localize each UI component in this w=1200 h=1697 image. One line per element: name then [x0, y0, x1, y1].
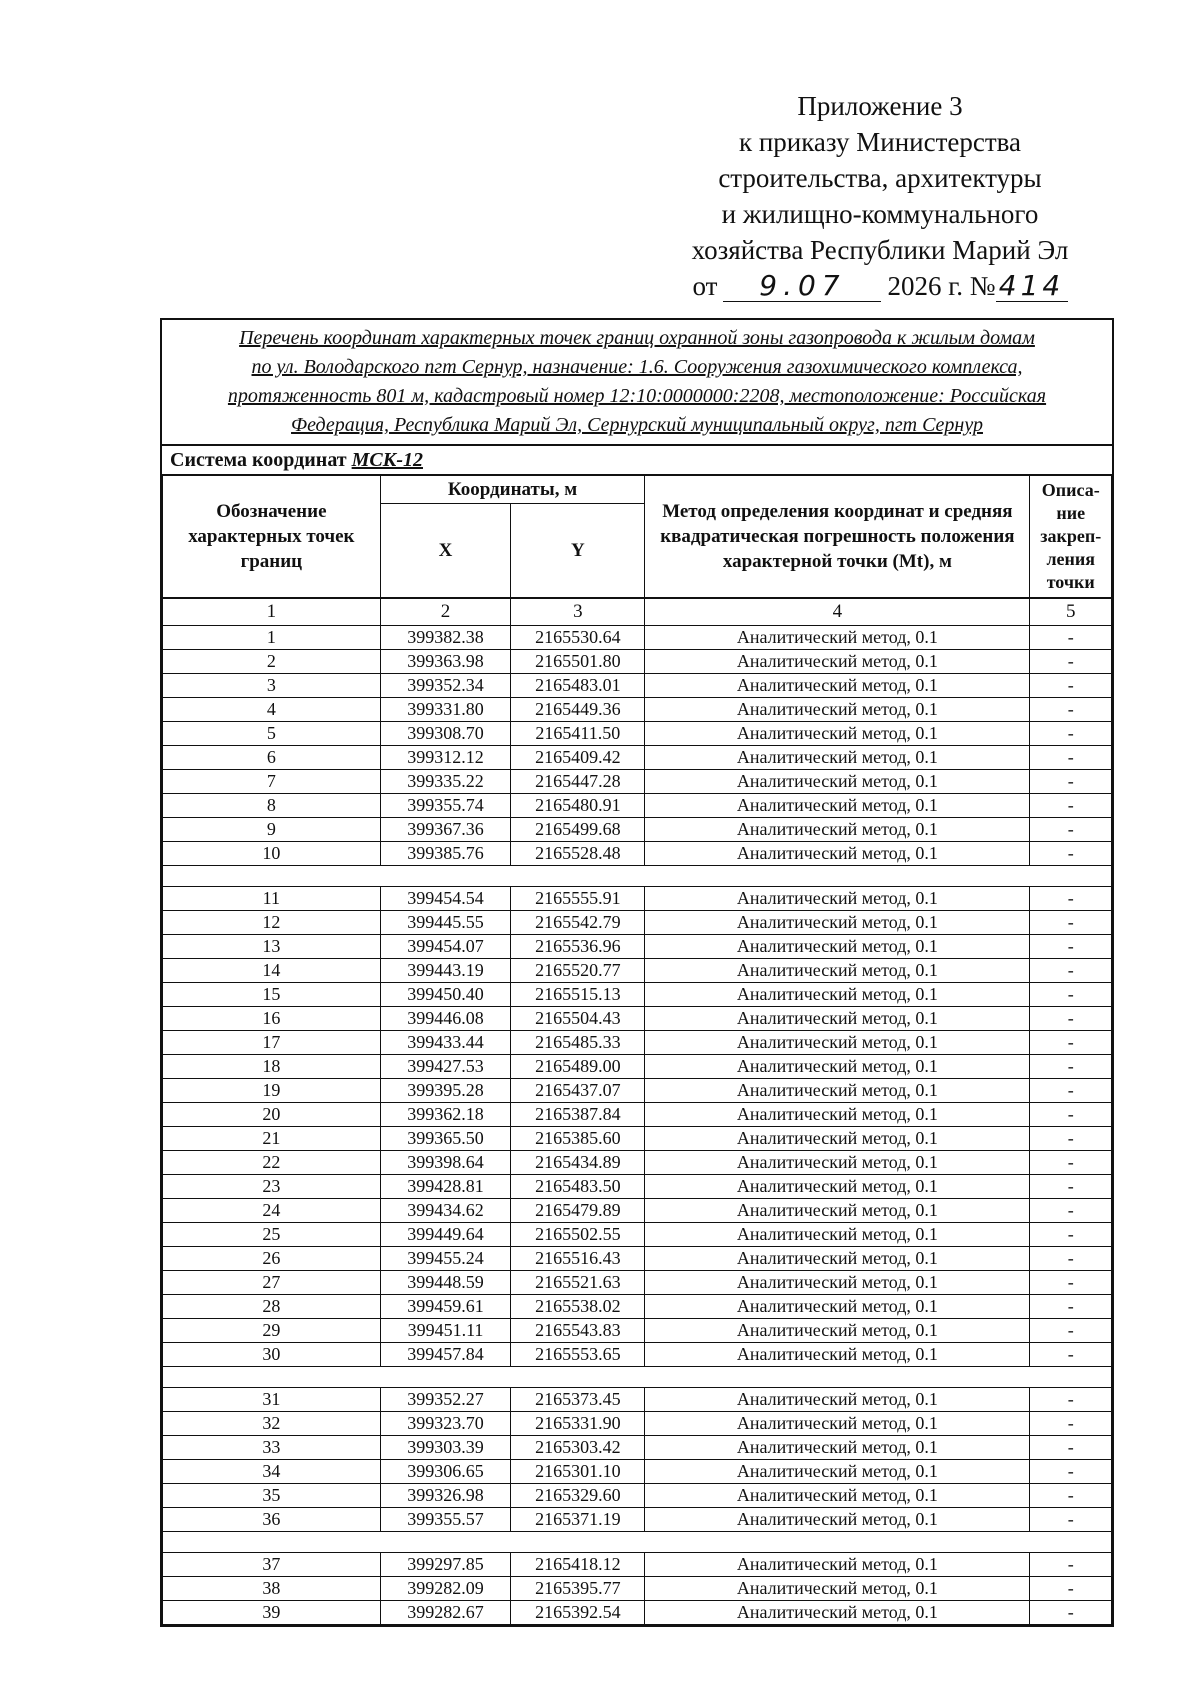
- table-row: [163, 983, 1112, 1007]
- x-coordinate: 399355.57: [380, 1508, 511, 1532]
- y-coordinate: 2165392.54: [511, 1601, 645, 1625]
- method: Аналитический метод, 0.1: [645, 1175, 1030, 1199]
- point-description: -: [1030, 650, 1112, 674]
- method: Аналитический метод, 0.1: [645, 1460, 1030, 1484]
- point-description: -: [1030, 770, 1112, 794]
- point-description: -: [1030, 983, 1112, 1007]
- coordinates-table-body: [163, 599, 1112, 1625]
- desc-line: ние: [1056, 503, 1086, 523]
- method: Аналитический метод, 0.1: [645, 1199, 1030, 1223]
- order-date-line: [660, 268, 1100, 304]
- point-number: 20: [163, 1103, 381, 1127]
- x-coordinate: 399450.40: [380, 983, 511, 1007]
- x-coordinate: 399451.11: [380, 1319, 511, 1343]
- point-number: 17: [163, 1031, 381, 1055]
- y-coordinate: 2165543.83: [511, 1319, 645, 1343]
- table-row: [163, 1271, 1112, 1295]
- table-row: [163, 1199, 1112, 1223]
- point-number: 39: [163, 1601, 381, 1625]
- point-number: 11: [163, 887, 381, 911]
- method: Аналитический метод, 0.1: [645, 1127, 1030, 1151]
- point-description: -: [1030, 959, 1112, 983]
- table-row: [163, 698, 1112, 722]
- x-coordinate: 399457.84: [380, 1343, 511, 1367]
- appendix-header: [660, 88, 1100, 304]
- desc-line: закреп-: [1040, 526, 1102, 546]
- table-row: [163, 1031, 1112, 1055]
- header-line: и жилищно-коммунального: [721, 199, 1039, 229]
- x-coordinate: 399362.18: [380, 1103, 511, 1127]
- table-row: [163, 626, 1112, 650]
- column-number: 2: [380, 599, 511, 626]
- x-coordinate: 399454.54: [380, 887, 511, 911]
- point-description: -: [1030, 1007, 1112, 1031]
- point-number: 23: [163, 1175, 381, 1199]
- y-coordinate: 2165483.50: [511, 1175, 645, 1199]
- point-number: 27: [163, 1271, 381, 1295]
- method: Аналитический метод, 0.1: [645, 746, 1030, 770]
- table-row: [163, 959, 1112, 983]
- point-number: 9: [163, 818, 381, 842]
- x-coordinate: 399306.65: [380, 1460, 511, 1484]
- method: Аналитический метод, 0.1: [645, 1553, 1030, 1577]
- y-coordinate: 2165447.28: [511, 770, 645, 794]
- point-description: -: [1030, 1103, 1112, 1127]
- point-description: -: [1030, 1388, 1112, 1412]
- y-coordinate: 2165303.42: [511, 1436, 645, 1460]
- y-coordinate: 2165331.90: [511, 1412, 645, 1436]
- table-row: [163, 650, 1112, 674]
- method: Аналитический метод, 0.1: [645, 626, 1030, 650]
- x-coordinate: 399312.12: [380, 746, 511, 770]
- y-coordinate: 2165483.01: [511, 674, 645, 698]
- document-title: [162, 320, 1112, 446]
- point-description: -: [1030, 1343, 1112, 1367]
- table-row: [163, 1223, 1112, 1247]
- point-description: -: [1030, 1295, 1112, 1319]
- point-description: -: [1030, 842, 1112, 866]
- point-number: 3: [163, 674, 381, 698]
- table-header: [162, 475, 1112, 598]
- y-coordinate: 2165480.91: [511, 794, 645, 818]
- point-number: 10: [163, 842, 381, 866]
- y-coordinate: 2165499.68: [511, 818, 645, 842]
- point-description: -: [1030, 794, 1112, 818]
- method: Аналитический метод, 0.1: [645, 674, 1030, 698]
- y-coordinate: 2165528.48: [511, 842, 645, 866]
- method: Аналитический метод, 0.1: [645, 1079, 1030, 1103]
- point-description: -: [1030, 1484, 1112, 1508]
- point-description: -: [1030, 818, 1112, 842]
- method: Аналитический метод, 0.1: [645, 1271, 1030, 1295]
- y-coordinate: 2165489.00: [511, 1055, 645, 1079]
- x-coordinate: 399434.62: [380, 1199, 511, 1223]
- method: Аналитический метод, 0.1: [645, 887, 1030, 911]
- point-number: 36: [163, 1508, 381, 1532]
- point-description: -: [1030, 1079, 1112, 1103]
- x-coordinate: 399331.80: [380, 698, 511, 722]
- table-row: [163, 1295, 1112, 1319]
- point-number: 4: [163, 698, 381, 722]
- point-description: -: [1030, 626, 1112, 650]
- column-number: 5: [1030, 599, 1112, 626]
- table-row: [163, 818, 1112, 842]
- column-number: 1: [163, 599, 381, 626]
- coordinate-system-value: МСК-12: [351, 449, 423, 471]
- point-number: 33: [163, 1436, 381, 1460]
- x-coordinate: 399282.09: [380, 1577, 511, 1601]
- x-coordinate: 399454.07: [380, 935, 511, 959]
- point-description: -: [1030, 1199, 1112, 1223]
- point-description: -: [1030, 746, 1112, 770]
- point-number: 25: [163, 1223, 381, 1247]
- point-number: 29: [163, 1319, 381, 1343]
- x-coordinate: 399427.53: [380, 1055, 511, 1079]
- y-coordinate: 2165301.10: [511, 1460, 645, 1484]
- x-coordinate: 399395.28: [380, 1079, 511, 1103]
- y-coordinate: 2165385.60: [511, 1127, 645, 1151]
- y-coordinate: 2165373.45: [511, 1388, 645, 1412]
- table-row: [163, 842, 1112, 866]
- y-coordinate: 2165521.63: [511, 1271, 645, 1295]
- method: Аналитический метод, 0.1: [645, 1343, 1030, 1367]
- point-description: -: [1030, 1055, 1112, 1079]
- y-coordinate: 2165395.77: [511, 1577, 645, 1601]
- y-coordinate: 2165329.60: [511, 1484, 645, 1508]
- x-coordinate: 399297.85: [380, 1553, 511, 1577]
- y-coordinate: 2165371.19: [511, 1508, 645, 1532]
- method: Аналитический метод, 0.1: [645, 1247, 1030, 1271]
- y-coordinate: 2165418.12: [511, 1553, 645, 1577]
- table-row: [163, 1127, 1112, 1151]
- x-coordinate: 399367.36: [380, 818, 511, 842]
- y-coordinate: 2165555.91: [511, 887, 645, 911]
- point-description: -: [1030, 1271, 1112, 1295]
- point-number: 7: [163, 770, 381, 794]
- y-coordinate: 2165501.80: [511, 650, 645, 674]
- table-row: [163, 770, 1112, 794]
- point-number: 24: [163, 1199, 381, 1223]
- table-row: [163, 1343, 1112, 1367]
- point-description: -: [1030, 1508, 1112, 1532]
- group-separator-cell: [163, 866, 1112, 887]
- table-row: [163, 746, 1112, 770]
- table-row: [163, 1007, 1112, 1031]
- method: Аналитический метод, 0.1: [645, 911, 1030, 935]
- point-number: 12: [163, 911, 381, 935]
- point-description: -: [1030, 1460, 1112, 1484]
- y-coordinate: 2165387.84: [511, 1103, 645, 1127]
- handwritten-date: 9.07: [723, 271, 881, 302]
- title-line: Федерация, Республика Марий Эл, Сернурский муниципальный округ, пгт Сернур: [291, 414, 983, 436]
- coordinate-system-label: Система координат: [170, 449, 347, 471]
- x-coordinate: 399433.44: [380, 1031, 511, 1055]
- title-line: по ул. Володарского пгт Сернур, назначение: 1.6. Сооружения газохимического комплекса,: [251, 356, 1023, 378]
- table-row: [163, 1151, 1112, 1175]
- point-description: -: [1030, 911, 1112, 935]
- point-description: -: [1030, 1247, 1112, 1271]
- point-number: 14: [163, 959, 381, 983]
- group-separator-row: [163, 1532, 1112, 1553]
- point-number: 15: [163, 983, 381, 1007]
- desc-line: Описа-: [1041, 480, 1100, 500]
- x-coordinate: 399363.98: [380, 650, 511, 674]
- column-number: 3: [511, 599, 645, 626]
- method: Аналитический метод, 0.1: [645, 1412, 1030, 1436]
- group-separator-cell: [163, 1532, 1112, 1553]
- method: Аналитический метод, 0.1: [645, 1577, 1030, 1601]
- method: Аналитический метод, 0.1: [645, 794, 1030, 818]
- point-number: 37: [163, 1553, 381, 1577]
- point-number: 6: [163, 746, 381, 770]
- y-coordinate: 2165485.33: [511, 1031, 645, 1055]
- group-separator-row: [163, 866, 1112, 887]
- point-description: -: [1030, 1151, 1112, 1175]
- method: Аналитический метод, 0.1: [645, 1151, 1030, 1175]
- point-description: -: [1030, 698, 1112, 722]
- x-coordinate: 399443.19: [380, 959, 511, 983]
- method: Аналитический метод, 0.1: [645, 1319, 1030, 1343]
- point-number: 34: [163, 1460, 381, 1484]
- table-row: [163, 1247, 1112, 1271]
- y-coordinate: 2165479.89: [511, 1199, 645, 1223]
- x-coordinate: 399445.55: [380, 911, 511, 935]
- method: Аналитический метод, 0.1: [645, 1055, 1030, 1079]
- y-coordinate: 2165449.36: [511, 698, 645, 722]
- table-row: [163, 1553, 1112, 1577]
- point-number: 28: [163, 1295, 381, 1319]
- table-row: [163, 1577, 1112, 1601]
- method: Аналитический метод, 0.1: [645, 842, 1030, 866]
- column-number-row: [163, 599, 1112, 626]
- method: Аналитический метод, 0.1: [645, 770, 1030, 794]
- y-coordinate: 2165538.02: [511, 1295, 645, 1319]
- y-coordinate: 2165530.64: [511, 626, 645, 650]
- x-coordinate: 399385.76: [380, 842, 511, 866]
- column-number: 4: [645, 599, 1030, 626]
- method: Аналитический метод, 0.1: [645, 1508, 1030, 1532]
- y-coordinate: 2165504.43: [511, 1007, 645, 1031]
- x-coordinate: 399352.34: [380, 674, 511, 698]
- point-number: 38: [163, 1577, 381, 1601]
- method: Аналитический метод, 0.1: [645, 1223, 1030, 1247]
- x-coordinate: 399446.08: [380, 1007, 511, 1031]
- point-description: -: [1030, 1412, 1112, 1436]
- x-coordinate: 399382.38: [380, 626, 511, 650]
- table-row: [163, 1412, 1112, 1436]
- y-coordinate: 2165542.79: [511, 911, 645, 935]
- x-coordinate: 399282.67: [380, 1601, 511, 1625]
- point-number: 1: [163, 626, 381, 650]
- point-description: -: [1030, 1127, 1112, 1151]
- table-row: [163, 1175, 1112, 1199]
- header-line: к приказу Министерства: [738, 127, 1022, 157]
- x-coordinate: 399303.39: [380, 1436, 511, 1460]
- method: Аналитический метод, 0.1: [645, 959, 1030, 983]
- column-designation-header: Обозначение характерных точек границ: [163, 476, 381, 598]
- method: Аналитический метод, 0.1: [645, 722, 1030, 746]
- point-number: 13: [163, 935, 381, 959]
- method: Аналитический метод, 0.1: [645, 1388, 1030, 1412]
- point-description: -: [1030, 1601, 1112, 1625]
- date-prefix: от: [692, 271, 718, 301]
- method: Аналитический метод, 0.1: [645, 1007, 1030, 1031]
- point-number: 30: [163, 1343, 381, 1367]
- table-row: [163, 1388, 1112, 1412]
- table-row: [163, 794, 1112, 818]
- title-line: протяженность 801 м, кадастровый номер 12:10:0000000:2208, местоположение: Российская: [227, 385, 1047, 407]
- y-coordinate: 2165536.96: [511, 935, 645, 959]
- column-coords-header: Координаты, м: [380, 476, 645, 504]
- x-coordinate: 399326.98: [380, 1484, 511, 1508]
- point-number: 31: [163, 1388, 381, 1412]
- point-number: 2: [163, 650, 381, 674]
- y-coordinate: 2165516.43: [511, 1247, 645, 1271]
- table-row: [163, 1103, 1112, 1127]
- handwritten-order-number: 414: [996, 271, 1068, 302]
- x-coordinate: 399455.24: [380, 1247, 511, 1271]
- method: Аналитический метод, 0.1: [645, 1103, 1030, 1127]
- y-coordinate: 2165502.55: [511, 1223, 645, 1247]
- method: Аналитический метод, 0.1: [645, 1295, 1030, 1319]
- method: Аналитический метод, 0.1: [645, 1031, 1030, 1055]
- point-number: 18: [163, 1055, 381, 1079]
- point-description: -: [1030, 1319, 1112, 1343]
- point-number: 5: [163, 722, 381, 746]
- table-row: [163, 1460, 1112, 1484]
- year-label: 2026 г. №: [887, 271, 996, 301]
- point-number: 8: [163, 794, 381, 818]
- table-row: [163, 1508, 1112, 1532]
- x-coordinate: 399352.27: [380, 1388, 511, 1412]
- y-coordinate: 2165520.77: [511, 959, 645, 983]
- table-row: [163, 1601, 1112, 1625]
- coordinate-system-row: [162, 446, 1112, 475]
- table-row: [163, 674, 1112, 698]
- y-coordinate: 2165411.50: [511, 722, 645, 746]
- point-number: 21: [163, 1127, 381, 1151]
- point-number: 35: [163, 1484, 381, 1508]
- header-line: Приложение 3: [797, 91, 963, 121]
- table-row: [163, 1319, 1112, 1343]
- column-y-header: Y: [511, 504, 645, 598]
- method: Аналитический метод, 0.1: [645, 983, 1030, 1007]
- desc-line: точки: [1046, 572, 1095, 592]
- x-coordinate: 399398.64: [380, 1151, 511, 1175]
- x-coordinate: 399448.59: [380, 1271, 511, 1295]
- y-coordinate: 2165409.42: [511, 746, 645, 770]
- table-row: [163, 1055, 1112, 1079]
- point-description: -: [1030, 1031, 1112, 1055]
- title-line: Перечень координат характерных точек границ охранной зоны газопровода к жилым домам: [239, 327, 1035, 349]
- point-description: -: [1030, 722, 1112, 746]
- table-row: [163, 911, 1112, 935]
- method: Аналитический метод, 0.1: [645, 1601, 1030, 1625]
- x-coordinate: 399428.81: [380, 1175, 511, 1199]
- y-coordinate: 2165553.65: [511, 1343, 645, 1367]
- point-number: 32: [163, 1412, 381, 1436]
- table-row: [163, 1436, 1112, 1460]
- point-description: -: [1030, 1436, 1112, 1460]
- column-x-header: X: [380, 504, 511, 598]
- point-description: -: [1030, 1175, 1112, 1199]
- table-row: [163, 1484, 1112, 1508]
- point-description: -: [1030, 935, 1112, 959]
- table-row: [163, 935, 1112, 959]
- x-coordinate: 399308.70: [380, 722, 511, 746]
- x-coordinate: 399323.70: [380, 1412, 511, 1436]
- header-line: хозяйства Республики Марий Эл: [691, 235, 1069, 265]
- x-coordinate: 399459.61: [380, 1295, 511, 1319]
- group-separator-row: [163, 1367, 1112, 1388]
- x-coordinate: 399335.22: [380, 770, 511, 794]
- point-number: 19: [163, 1079, 381, 1103]
- column-method-header: Метод определения координат и средняя квадратическая погрешность положения характерной точки (Mt), м: [645, 476, 1030, 598]
- point-description: -: [1030, 887, 1112, 911]
- method: Аналитический метод, 0.1: [645, 1436, 1030, 1460]
- method: Аналитический метод, 0.1: [645, 1484, 1030, 1508]
- desc-line: ления: [1046, 549, 1096, 569]
- y-coordinate: 2165437.07: [511, 1079, 645, 1103]
- column-description-header: [1030, 476, 1112, 598]
- table-row: [163, 1079, 1112, 1103]
- method: Аналитический метод, 0.1: [645, 935, 1030, 959]
- method: Аналитический метод, 0.1: [645, 698, 1030, 722]
- x-coordinate: 399355.74: [380, 794, 511, 818]
- point-number: 16: [163, 1007, 381, 1031]
- header-line: строительства, архитектуры: [718, 163, 1042, 193]
- point-number: 26: [163, 1247, 381, 1271]
- x-coordinate: 399449.64: [380, 1223, 511, 1247]
- point-number: 22: [163, 1151, 381, 1175]
- point-description: -: [1030, 1553, 1112, 1577]
- point-description: -: [1030, 1577, 1112, 1601]
- table-row: [163, 722, 1112, 746]
- table-row: [163, 887, 1112, 911]
- x-coordinate: 399365.50: [380, 1127, 511, 1151]
- coordinates-document: [160, 318, 1114, 1627]
- point-description: -: [1030, 674, 1112, 698]
- point-description: -: [1030, 1223, 1112, 1247]
- y-coordinate: 2165434.89: [511, 1151, 645, 1175]
- y-coordinate: 2165515.13: [511, 983, 645, 1007]
- method: Аналитический метод, 0.1: [645, 650, 1030, 674]
- coordinates-table: [162, 598, 1112, 1625]
- method: Аналитический метод, 0.1: [645, 818, 1030, 842]
- group-separator-cell: [163, 1367, 1112, 1388]
